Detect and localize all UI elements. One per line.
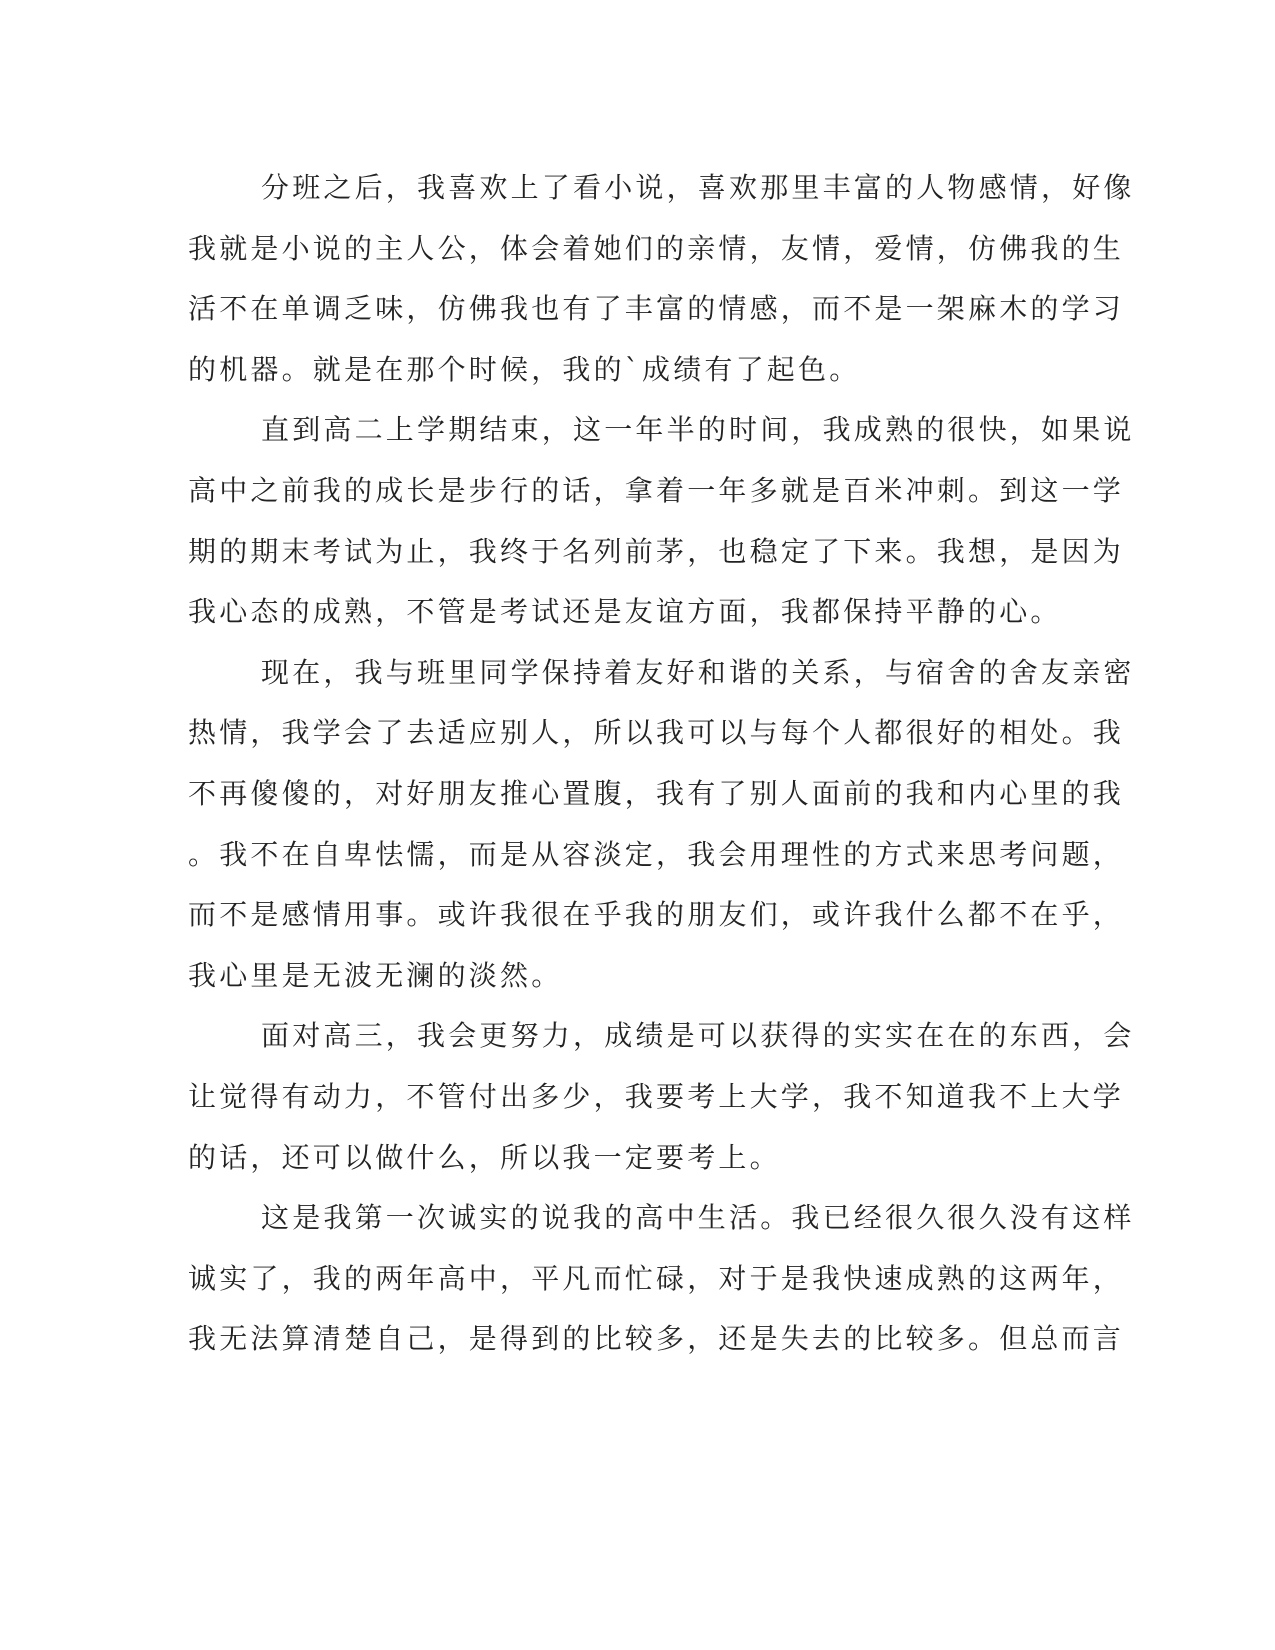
- paragraph-1-line-1: 分班之后，我喜欢上了看小说，喜欢那里丰富的人物感情，好像: [261, 171, 1135, 204]
- paragraph-2-line-2: 高中之前我的成长是步行的话，拿着一年多就是百米冲刺。到这一学: [188, 473, 1125, 507]
- paragraph-2-line-3: 期的期末考试为止，我终于名列前茅，也稳定了下来。我想，是因为: [188, 534, 1125, 568]
- paragraph-2-line-1: 直到高二上学期结束，这一年半的时间，我成熟的很快，如果说: [261, 413, 1135, 447]
- paragraph-5-line-1: 这是我第一次诚实的说我的高中生活。我已经很久很久没有这样: [261, 1201, 1135, 1235]
- paragraph-3-line-6: 我心里是无波无澜的淡然。: [188, 958, 563, 992]
- paragraph-2-line-4: 我心态的成熟，不管是考试还是友谊方面，我都保持平静的心。: [188, 595, 1062, 629]
- paragraph-3-line-1: 现在，我与班里同学保持着友好和谐的关系，与宿舍的舍友亲密: [261, 655, 1135, 689]
- document-body: [188, 158, 1135, 1370]
- paragraph-5-line-2: 诚实了，我的两年高中，平凡而忙碌，对于是我快速成熟的这两年，: [188, 1261, 1125, 1295]
- paragraph-3-line-5: 而不是感情用事。或许我很在乎我的朋友们，或许我什么都不在乎，: [188, 898, 1125, 932]
- paragraph-5-line-3: 我无法算清楚自己，是得到的比较多，还是失去的比较多。但总而言: [188, 1322, 1125, 1356]
- paragraph-1-line-3: 活不在单调乏味，仿佛我也有了丰富的情感，而不是一架麻木的学习: [188, 292, 1125, 326]
- paragraph-1-line-4: 的机器。就是在那个时候，我的`成绩有了起色。: [188, 352, 861, 386]
- paragraph-3-line-4: 。我不在自卑怯懦，而是从容淡定，我会用理性的方式来思考问题，: [188, 837, 1125, 871]
- paragraph-1-line-2: 我就是小说的主人公，体会着她们的亲情，友情，爱情，仿佛我的生: [188, 231, 1125, 265]
- paragraph-3-line-2: 热情，我学会了去适应别人，所以我可以与每个人都很好的相处。我: [188, 716, 1125, 750]
- paragraph-4-line-3: 的话，还可以做什么，所以我一定要考上。: [188, 1140, 781, 1174]
- paragraph-4-line-2: 让觉得有动力，不管付出多少，我要考上大学，我不知道我不上大学: [188, 1079, 1125, 1113]
- paragraph-4-line-1: 面对高三，我会更努力，成绩是可以获得的实实在在的东西，会: [261, 1019, 1135, 1053]
- paragraph-3-line-3: 不再傻傻的，对好朋友推心置腹，我有了别人面前的我和内心里的我: [188, 776, 1125, 810]
